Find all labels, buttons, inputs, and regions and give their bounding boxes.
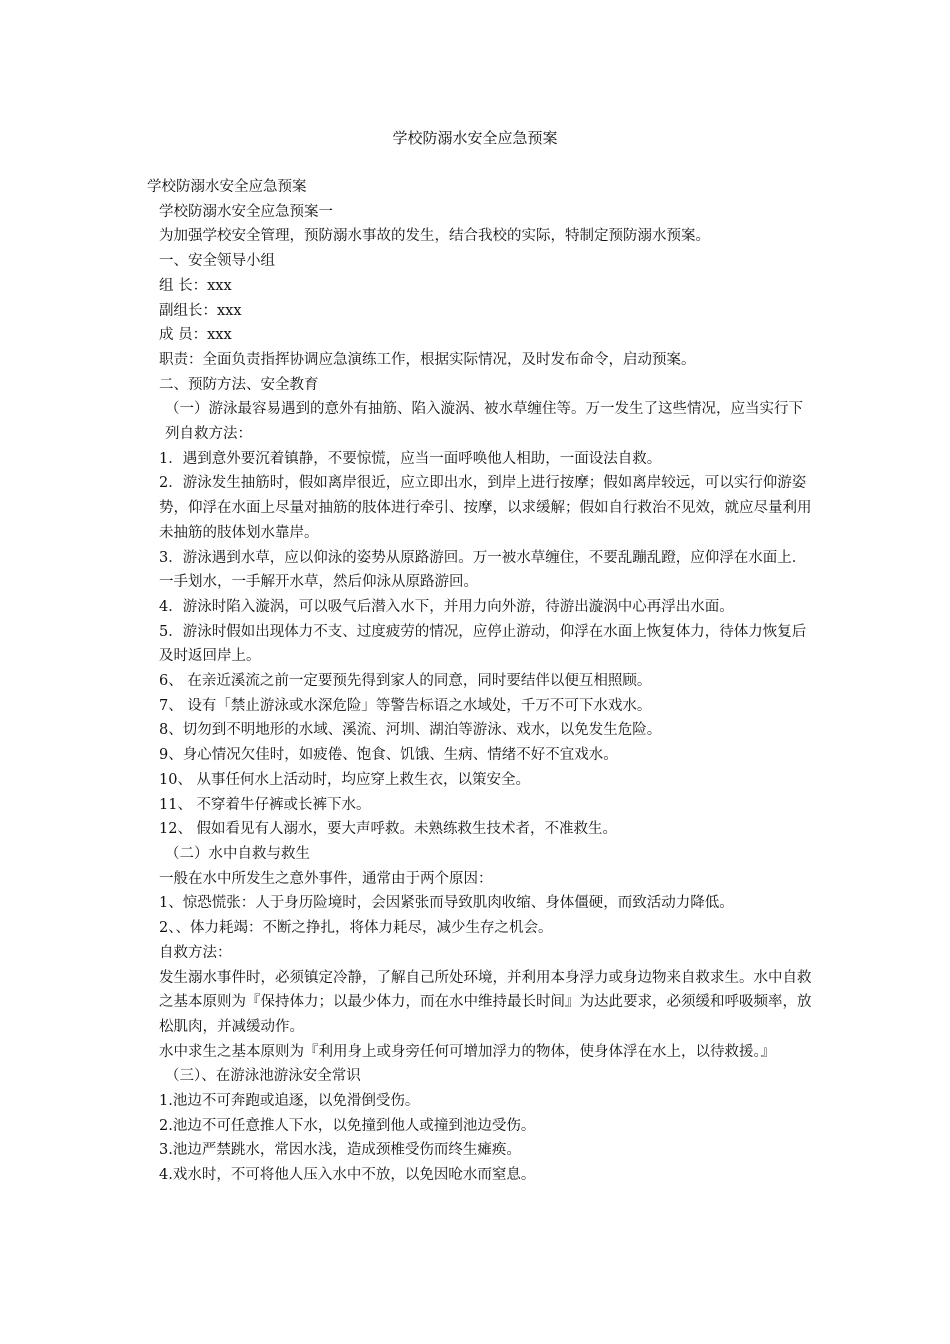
document-body (147, 175, 815, 1188)
list-item: 5．游泳时假如出现体力不支、过度疲劳的情况，应停止游动，仰浮在水面上恢复体力，待体力恢复后及时返回岸上。 (159, 623, 807, 665)
member-line: 成 员：xxx (159, 327, 232, 344)
list-item: 3.池边严禁跳水，常因水浅，造成颈椎受伤而终生瘫痪。 (159, 1142, 521, 1159)
list-item: 2.池边不可任意推人下水，以免撞到他人或撞到池边受伤。 (159, 1117, 536, 1134)
subheading-line: 学校防溺水安全应急预案一 (159, 203, 333, 220)
paragraph-line: 自救方法： (159, 944, 232, 961)
paragraph: （一）游泳最容易遇到的意外有抽筋、陷入漩涡、被水草缠住等。万一发生了这些情况，应当实行下列自救方法： (165, 401, 803, 443)
paragraph: 发生溺水事件时，必须镇定冷静，了解自己所处环境，并利用本身浮力或身边物来自救求生。水中自救之基本原则为『保持体力；以最少体力，而在水中维持最长时间』为达此要求，必须缓和呼吸频率，放松肌肉，并减缓动作。 (159, 969, 812, 1035)
list-item: 3．游泳遇到水草，应以仰泳的姿势从原路游回。万一被水草缠住，不要乱蹦乱蹬，应仰浮在水面上．一手划水，一手解开水草，然后仰泳从原路游回。 (159, 549, 807, 591)
list-item: 1．遇到意外要沉着镇静，不要惊慌，应当一面呼唤他人相助，一面设法自救。 (159, 450, 662, 467)
paragraph-line: 一般在水中所发生之意外事件，通常由于两个原因： (159, 870, 493, 887)
list-item: 2．游泳发生抽筋时，假如离岸很近，应立即出水，到岸上进行按摩；假如离岸较远，可以实行仰游姿势，仰浮在水面上尽量对抽筋的肢体进行牵引、按摩，以求缓解；假如自行救治不见效，就应尽量利用未抽筋的肢体划水靠岸。 (159, 475, 812, 541)
section-heading: （三）、在游泳池游泳安全常识 (165, 1068, 361, 1085)
paragraph: 水中求生之基本原则为『利用身上或身旁任何可增加浮力的物体，使身体浮在水上，以待救援。』 (159, 1043, 776, 1060)
list-item: 11、 不穿着牛仔裤或长裤下水。 (159, 796, 371, 813)
document-title: 学校防溺水安全应急预案 (392, 129, 558, 147)
section-heading: 一、安全领导小组 (159, 253, 275, 270)
section-heading: 二、预防方法、安全教育 (159, 376, 319, 393)
list-item: 8、切勿到不明地形的水域、溪流、河圳、湖泊等游泳、戏水，以免发生危险。 (159, 722, 662, 739)
leader-line: 组 长：xxx (159, 277, 232, 294)
list-item: 7、 设有「禁止游泳或水深危险」等警告标语之水域处，千万不可下水戏水。 (159, 697, 652, 714)
list-item: 2、、体力耗竭：不断之挣扎，将体力耗尽，减少生存之机会。 (159, 920, 553, 937)
list-item: 4.戏水时，不可将他人压入水中不放，以免因呛水而窒息。 (159, 1167, 536, 1184)
section-heading: （二）水中自救与救生 (165, 845, 310, 862)
list-item: 12、 假如看见有人溺水，要大声呼救。未熟练救生技术者，不准救生。 (159, 821, 618, 838)
heading-line: 学校防溺水安全应急预案 (147, 179, 307, 195)
list-item: 6、 在亲近溪流之前一定要预先得到家人的同意，同时要结伴以便互相照顾。 (159, 673, 652, 690)
list-item: 4．游泳时陷入漩涡，可以吸气后潜入水下，并用力向外游，待游出漩涡中心再浮出水面。 (159, 598, 734, 615)
list-item: 1.池边不可奔跑或追逐，以免滑倒受伤。 (159, 1093, 420, 1110)
list-item: 10、 从事任何水上活动时，均应穿上救生衣，以策安全。 (159, 771, 531, 788)
list-item: 9、身心情况欠佳时，如疲倦、饱食、饥饿、生病、情绪不好不宜戏水。 (159, 747, 618, 764)
list-item: 1、惊恐慌张：人于身历险境时，会因紧张而导致肌肉收缩、身体僵硬，而致活动力降低。 (159, 895, 734, 912)
paragraph-line: 为加强学校安全管理，预防溺水事故的发生，结合我校的实际，特制定预防溺水预案。 (159, 228, 710, 245)
duty-line: 职责：全面负责指挥协调应急演练工作，根据实际情况，及时发布命令，启动预案。 (159, 351, 696, 368)
deputy-leader-line: 副组长：xxx (159, 302, 242, 319)
